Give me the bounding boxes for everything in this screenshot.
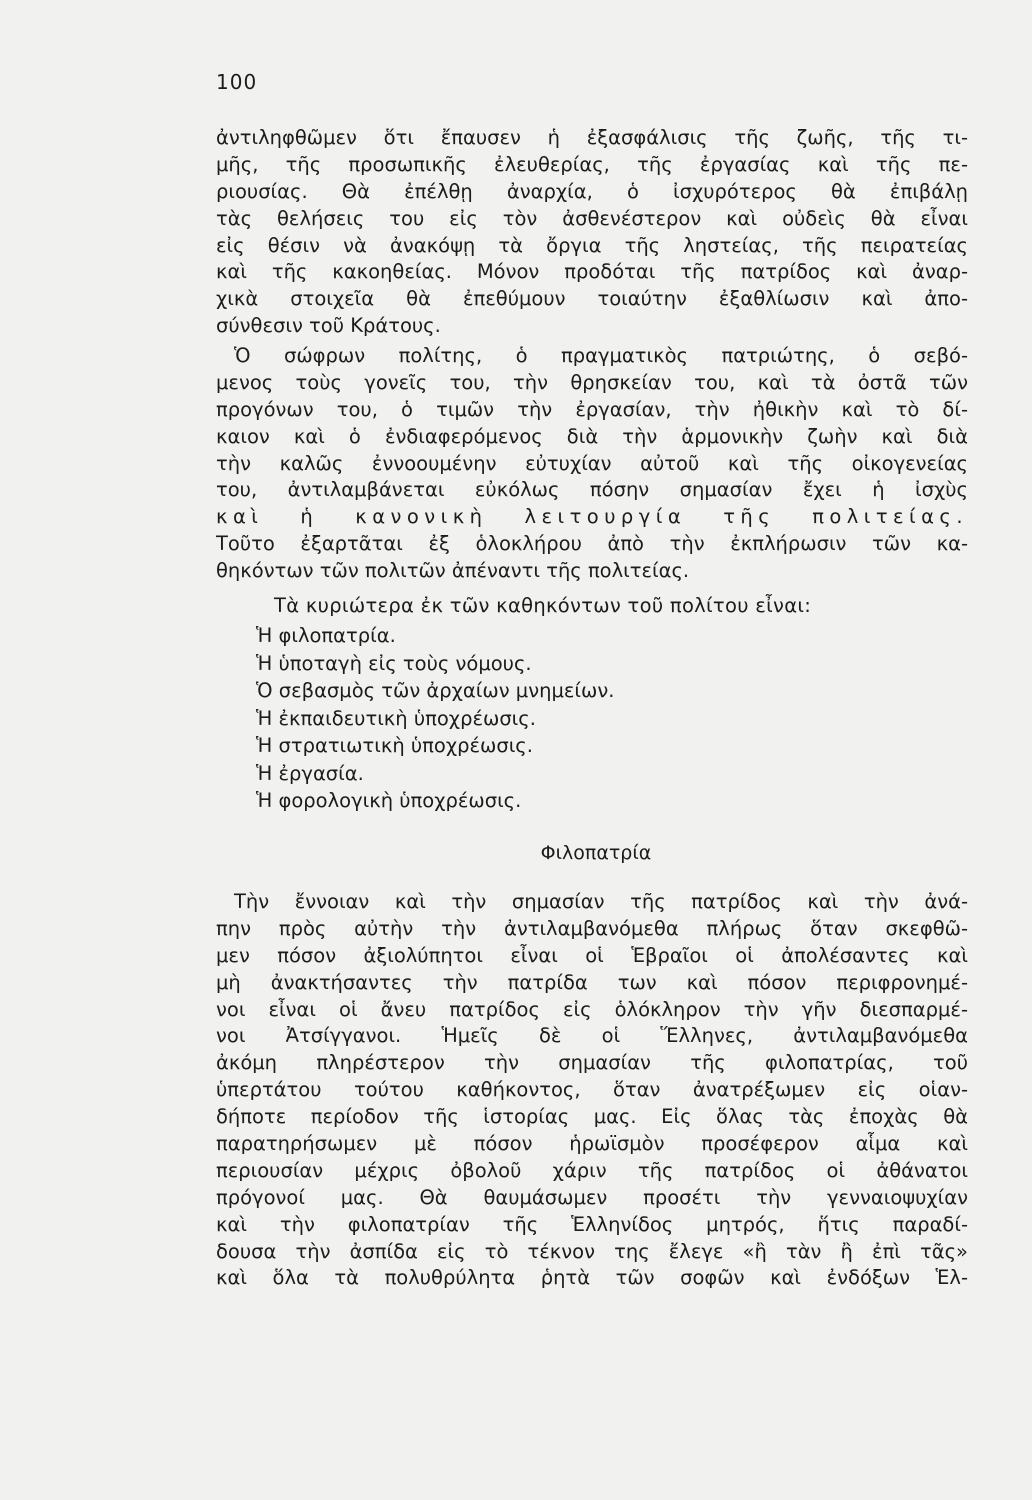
- text-line: μενος τοὺς γονεῖς του, τὴν θρησκείαν του, καὶ τὰ ὀστᾶ τῶν: [216, 370, 968, 394]
- text-line: σύνθεσιν τοῦ Κράτους.: [216, 314, 441, 338]
- text-line: θηκόντων τῶν πολιτῶν ἀπέναντι τῆς πολιτείας.: [216, 559, 690, 583]
- text-line: μεν πόσον ἀξιολύπητοι εἶναι οἱ Ἑβραῖοι οἱ ἀπολέσαντες καὶ: [216, 943, 968, 967]
- text-line: του, ἀντιλαμβάνεται εὐκόλως πόσην σημασίαν ἔχει ἡ ἰσχὺς: [216, 478, 968, 502]
- text-line: καὶ τῆς κακοηθείας. Μόνον προδόται τῆς πατρίδος καὶ ἀναρ-: [216, 260, 968, 284]
- text-line: παρατηρήσωμεν μὲ πόσον ἡρωϊσμὸν προσέφερον αἷμα καὶ: [216, 1132, 968, 1156]
- text-line: μῆς, τῆς προσωπικῆς ἐλευθερίας, τῆς ἐργασίας καὶ τῆς πε-: [216, 152, 968, 176]
- text-line: ἀντιληφθῶμεν ὅτι ἔπαυσεν ἡ ἐξασφάλισις τῆς ζωῆς, τῆς τι-: [216, 126, 968, 149]
- text-line: ὑπερτάτου τούτου καθήκοντος, ὅταν ἀνατρέξωμεν εἰς οἱαν-: [216, 1078, 968, 1102]
- text-line: χικὰ στοιχεῖα θὰ ἐπεθύμουν τοιαύτην ἐξαθλίωσιν καὶ ἀπο-: [216, 287, 968, 311]
- text-line: Ὁ σώφρων πολίτης, ὁ πραγματικὸς πατριώτης, ὁ σεβό-: [234, 344, 968, 367]
- text-line: καιον καὶ ὁ ἐνδιαφερόμενος διὰ τὴν ἁρμονικὴν ζωὴν καὶ διὰ: [216, 424, 968, 448]
- text-line: ριουσίας. Θὰ ἐπέλθῃ ἀναρχία, ὁ ἰσχυρότερος θὰ ἐπιβάλῃ: [216, 179, 968, 203]
- text-line: προγόνων του, ὁ τιμῶν τὴν ἐργασίαν, τὴν ἠθικὴν καὶ τὸ δί-: [216, 397, 968, 421]
- list-item: Ἡ ἐκπαιδευτικὴ ὑποχρέωσις.: [256, 706, 536, 730]
- list-item: Ἡ στρατιωτικὴ ὑποχρέωσις.: [256, 734, 533, 757]
- duties-list: [216, 622, 916, 815]
- list-item: Ἡ ὑποταγὴ εἰς τοὺς νόμους.: [256, 651, 532, 675]
- text-line: πην πρὸς αὐτὴν τὴν ἀντιλαμβανόμεθα πλήρως ὅταν σκεφθῶ-: [216, 916, 968, 940]
- text-line: τὴν καλῶς ἐννοουμένην εὐτυχίαν αὐτοῦ καὶ τῆς οἰκογενείας: [216, 451, 968, 475]
- text-line: καὶ τὴν φιλοπατρίαν τῆς Ἑλληνίδος μητρός, ἥτις παραδί-: [216, 1212, 968, 1236]
- text-line: Τὴν ἔννοιαν καὶ τὴν σημασίαν τῆς πατρίδος καὶ τὴν ἀνά-: [234, 890, 968, 913]
- list-item: Ἡ φορολογικὴ ὑποχρέωσις.: [256, 789, 522, 812]
- list-item: Ἡ ἐργασία.: [256, 761, 364, 785]
- text-line: μὴ ἀνακτήσαντες τὴν πατρίδα των καὶ πόσον περιφρονημέ-: [216, 970, 968, 994]
- text-line: περιουσίαν μέχρις ὀβολοῦ χάριν τῆς πατρίδος οἱ ἀθάνατοι: [216, 1158, 968, 1182]
- page-number: 100: [216, 70, 258, 94]
- paragraph-1: [216, 125, 968, 340]
- text-line: πρόγονοί μας. Θὰ θαυμάσωμεν προσέτι τὴν γενναιοψυχίαν: [216, 1185, 968, 1209]
- list-item: Ἡ φιλοπατρία.: [256, 624, 396, 647]
- text-line: νοι εἶναι οἱ ἄνευ πατρίδος εἰς ὁλόκληρον τὴν γῆν διεσπαρμέ-: [216, 997, 968, 1021]
- section-heading: [0, 842, 1032, 864]
- section-title: Φιλοπατρία: [540, 842, 652, 864]
- text-line: καὶ ὅλα τὰ πολυθρύλητα ῥητὰ τῶν σοφῶν καὶ ἐνδόξων Ἑλ-: [216, 1266, 968, 1290]
- duties-intro: Τὰ κυριώτερα ἐκ τῶν καθηκόντων τοῦ πολίτου εἶναι:: [274, 594, 812, 617]
- text-line: νοι Ἀτσίγγανοι. Ἡμεῖς δὲ οἱ Ἕλληνες, ἀντιλαμβανόμεθα: [216, 1024, 968, 1048]
- list-item: Ὁ σεβασμὸς τῶν ἀρχαίων μνημείων.: [256, 679, 615, 702]
- text-line: ἀκόμη πληρέστερον τὴν σημασίαν τῆς φιλοπατρίας, τοῦ: [216, 1051, 968, 1075]
- text-line: εἰς θέσιν νὰ ἀνακόψῃ τὰ ὄργια τῆς ληστείας, τῆς πειρατείας: [216, 233, 968, 257]
- text-line: τὰς θελήσεις του εἰς τὸν ἀσθενέστερον καὶ οὐδεὶς θὰ εἶναι: [216, 206, 968, 230]
- paragraph-3: [216, 889, 968, 1292]
- text-line: δήποτε περίοδον τῆς ἱστορίας μας. Εἰς ὅλας τὰς ἐποχὰς θὰ: [216, 1105, 968, 1129]
- text-line-spaced: καὶ ἡ κανονικὴ λειτουργία τῆς πολιτείας.: [216, 505, 968, 529]
- text-line: δουσα τὴν ἀσπίδα εἰς τὸ τέκνον της ἔλεγε «ἢ τὰν ἢ ἐπὶ τᾶς»: [216, 1239, 968, 1263]
- text-line: Τοῦτο ἐξαρτᾶται ἐξ ὁλοκλήρου ἀπὸ τὴν ἐκπλήρωσιν τῶν κα-: [216, 532, 968, 556]
- paragraph-2: [216, 343, 968, 585]
